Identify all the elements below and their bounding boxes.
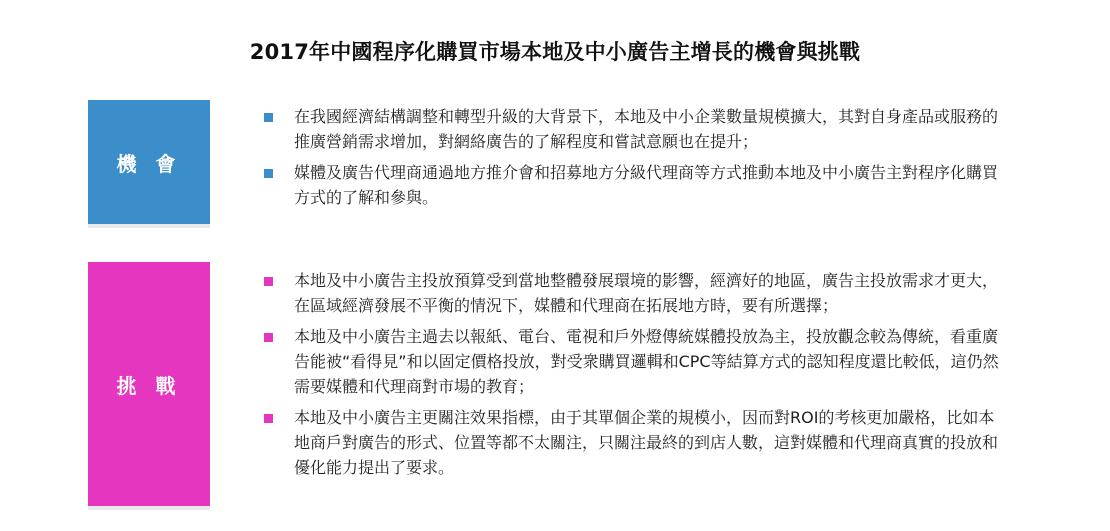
opportunity-item-text: 媒體及廣告代理商通過地方推介會和招募地方分級代理商等方式推動本地及中小廣告主對程序化購買方式的了解和參與。 <box>294 163 999 207</box>
challenge-item-text: 本地及中小廣告主更關注效果指標，由于其單個企業的規模小，因而對ROI的考核更加嚴格，比如本地商戶對廣告的形式、位置等都不太關注，只關注最終的到店人數，這對媒體和代理商真實的投放和優化能力提出了要求。 <box>294 408 999 477</box>
square-bullet-icon <box>264 277 273 286</box>
challenge-label-box <box>88 262 210 506</box>
square-bullet-icon <box>264 113 273 122</box>
challenge-label: 挑 戰 <box>116 373 182 398</box>
challenge-list <box>264 268 1004 480</box>
page-title: 2017年中國程序化購買市場本地及中小廣告主增長的機會與挑戰 <box>249 40 861 64</box>
list-item <box>264 268 1004 318</box>
opportunity-list <box>264 104 1004 210</box>
list-item <box>264 160 1004 210</box>
opportunity-label-box <box>88 100 210 224</box>
challenge-item-text: 本地及中小廣告主過去以報紙、電台、電視和戶外燈傳統媒體投放為主，投放觀念較為傳統，看重廣告能被“看得見”和以固定價格投放，對受衆購買邏輯和CPC等結算方式的認知程度還比較低，這仍然需要媒體和代理商對市場的教育； <box>294 327 999 396</box>
challenge-item-text: 本地及中小廣告主投放預算受到當地整體發展環境的影響，經濟好的地區，廣告主投放需求才更大，在區域經濟發展不平衡的情況下，媒體和代理商在拓展地方時，要有所選擇； <box>294 271 999 315</box>
opportunity-item-text: 在我國經濟結構調整和轉型升級的大背景下，本地及中小企業數量規模擴大，其對自身產品或服務的推廣營銷需求增加，對網絡廣告的了解程度和嘗試意願也在提升； <box>294 107 999 151</box>
opportunity-label-shadow <box>88 224 210 228</box>
list-item <box>264 324 1004 399</box>
square-bullet-icon <box>264 333 273 342</box>
square-bullet-icon <box>264 169 273 178</box>
challenge-label-shadow <box>88 506 210 510</box>
list-item <box>264 405 1004 480</box>
square-bullet-icon <box>264 414 273 423</box>
list-item <box>264 104 1004 154</box>
opportunity-label: 機 會 <box>116 151 182 176</box>
